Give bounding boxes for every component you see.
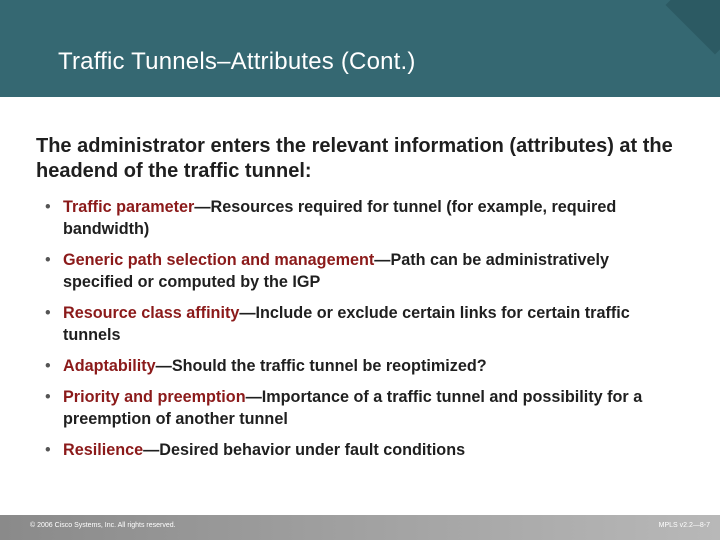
bullet-keyword: Resilience	[63, 441, 144, 459]
bullet-list	[42, 196, 682, 470]
bullet-text: —Importance of a traffic tunnel and possibility for a preemption of another tunnel	[63, 388, 643, 428]
bullet-text: —Include or exclude certain links for certain traffic tunnels	[63, 304, 630, 344]
bullet-text: —Should the traffic tunnel be reoptimized?	[155, 357, 487, 375]
copyright-text: © 2006 Cisco Systems, Inc. All rights reserved.	[30, 522, 176, 529]
intro-text: The administrator enters the relevant information (attributes) at the headend of the traffic tunnel:	[36, 135, 673, 182]
slide-title: Traffic Tunnels–Attributes (Cont.)	[58, 48, 416, 75]
corner-decoration	[660, 0, 720, 60]
bullet-icon: •	[45, 357, 51, 375]
bullet-keyword: Adaptability	[63, 357, 156, 375]
bullet-item	[42, 302, 682, 346]
bullet-icon: •	[45, 388, 51, 406]
bullet-keyword: Generic path selection and management	[63, 251, 375, 269]
slide-reference: MPLS v2.2—8-7	[658, 522, 710, 529]
title-bar	[0, 0, 720, 97]
bullet-item	[42, 439, 682, 461]
bullet-item	[42, 249, 682, 293]
bullet-icon: •	[45, 251, 51, 269]
bullet-item	[42, 386, 682, 430]
bullet-keyword: Priority and preemption	[63, 388, 246, 406]
bullet-text: —Resources required for tunnel (for example, required bandwidth)	[63, 198, 617, 238]
bullet-item	[42, 355, 682, 377]
bullet-icon: •	[45, 304, 51, 322]
bullet-item	[42, 196, 682, 240]
bullet-icon: •	[45, 198, 51, 216]
bullet-text: —Desired behavior under fault conditions	[143, 441, 466, 459]
footer-bar	[0, 515, 720, 540]
bullet-keyword: Traffic parameter	[63, 198, 195, 216]
bullet-text: —Path can be administratively specified or computed by the IGP	[63, 251, 610, 291]
bullet-keyword: Resource class affinity	[63, 304, 240, 322]
bullet-icon: •	[45, 441, 51, 459]
